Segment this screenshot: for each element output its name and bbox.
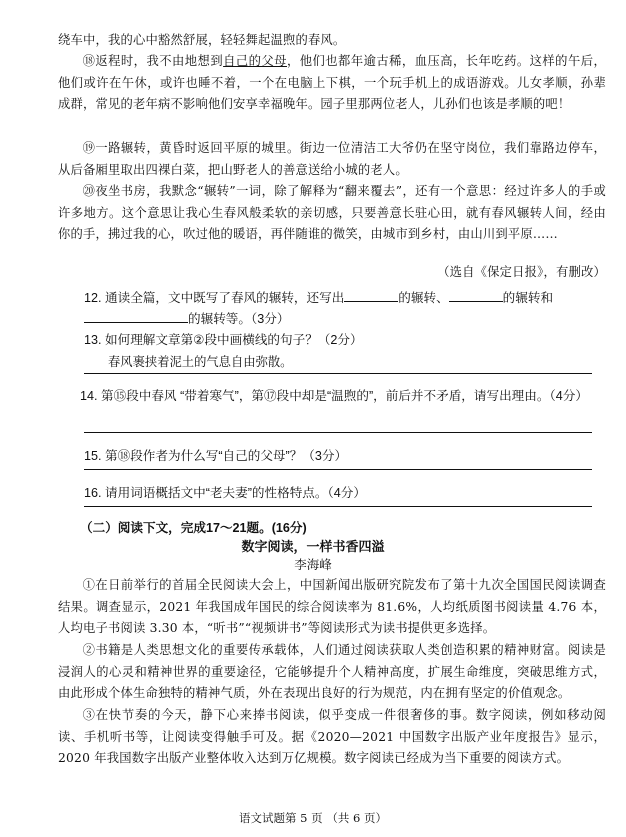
answer-blank-3[interactable] (84, 309, 188, 323)
question-15: 15. 第⑱段作者为什么写“自己的父母”？（3分） (84, 449, 348, 463)
question-14: 14. 第⑮段中春风 “带着寒气”，第⑰段中却是“温煦的”，前后并不矛盾，请写出理由。（4分） (80, 389, 588, 403)
answer-blank-2[interactable] (449, 288, 503, 302)
answer-line[interactable] (84, 506, 592, 507)
paragraph-text: ，他们也都年逾古稀，血压高，长年吃药。这样的午后，他们或许在午休，或许也睡不着，一个在电脑上下棋，一个玩手机上的成语游戏。儿女孝顺，孙辈成群，常见的老年病不影响他们安享幸福晚年。园子里那两位老人，儿孙们也该是孝顺的吧！ (58, 54, 606, 112)
answer-13: 春风裹挟着泥土的气息自由弥散。 (108, 355, 293, 369)
passage-paragraph-cont (58, 30, 606, 52)
passage-paragraph-20 (58, 181, 606, 246)
question-text: 的辗转等。（3分） (188, 312, 290, 326)
section-heading: （二）阅读下文，完成17～21题。(16分) (80, 521, 307, 535)
page-footer: 语文试题第 5 页 （共 6 页） (239, 811, 387, 825)
passage-paragraph-18 (58, 51, 606, 116)
question-text: 的辗转、 (398, 291, 449, 305)
passage-paragraph-19 (58, 138, 606, 181)
article-paragraph-1 (58, 575, 606, 640)
paragraph-text: 绕车中，我的心中豁然舒展，轻轻舞起温煦的春风。 (58, 33, 346, 47)
underlined-phrase: 自己的父母 (223, 54, 287, 68)
paragraph-text: ①在日前举行的首届全民阅读大会上，中国新闻出版研究院发布了第十九次全国国民阅读调查结果。调查显示，2021 年我国成年国民的综合阅读率为 81.6%，人均纸质图书阅读量 4.76 本，人均电子书阅读 3.30 本，“听书”“视频讲书”等阅读形式为读书提供更多选择。 (58, 578, 606, 636)
answer-line[interactable] (84, 432, 592, 433)
paragraph-text: ②书籍是人类思想文化的重要传承载体，人们通过阅读获取人类创造积累的精神财富。阅读是浸润人的心灵和精神世界的重要途径，它能够提升个人精神高度，扩展生命维度，突破思维方式，由此形成个体生命独特的精神气质，外在表现出良好的行为规范，内在拥有坚定的价值观念。 (58, 643, 606, 701)
question-12 (84, 288, 604, 330)
article-title: 数字阅读，一样书香四溢 (241, 540, 385, 555)
article-author: 李海峰 (294, 557, 332, 572)
answer-line[interactable] (84, 373, 592, 374)
paragraph-text: ⑳夜坐书房，我默念“辗转”一词，除了解释为“翻来覆去”，还有一个意思：经过许多人的手或许多地方。这个意思让我心生春风般柔软的亲切感，只要善意长驻心田，就有春风辗转人间，经由你的手，拂过我的心，吹过他的暖语，再伴随谁的微笑，由城市到乡村，由山川到平原…… (58, 184, 606, 242)
paragraph-text: ⑱返程时，我不由地想到 (82, 54, 224, 68)
article-paragraph-3 (58, 705, 606, 770)
article-paragraph-2 (58, 640, 606, 705)
answer-blank-1[interactable] (344, 288, 398, 302)
source-note: （选自《保定日报》，有删改） (437, 265, 606, 279)
question-text: 12. 通读全篇，文中既写了春风的辗转，还写出 (84, 291, 345, 305)
question-13: 13. 如何理解文章第②段中画横线的句子？（2分） (84, 333, 363, 347)
answer-line[interactable] (84, 469, 592, 470)
paragraph-text: ⑲一路辗转，黄昏时返回平原的城里。街边一位清洁工大爷仍在坚守岗位，我们靠路边停车，从后备厢里取出四裸白菜，把山野老人的善意送给小城的老人。 (58, 141, 606, 177)
question-text: 的辗转和 (502, 291, 554, 305)
paragraph-text: ③在快节奏的今天，静下心来捧书阅读，似乎变成一件很奢侈的事。数字阅读，例如移动阅读、手机听书等，让阅读变得触手可及。据《2020—2021 中国数字出版产业年度报告》显示，2020 年我国数字出版产业整体收入达到万亿规模。数字阅读已经成为当下重要的阅读方式。 (58, 708, 606, 766)
question-16: 16. 请用词语概括文中“老夫妻”的性格特点。（4分） (84, 486, 366, 500)
